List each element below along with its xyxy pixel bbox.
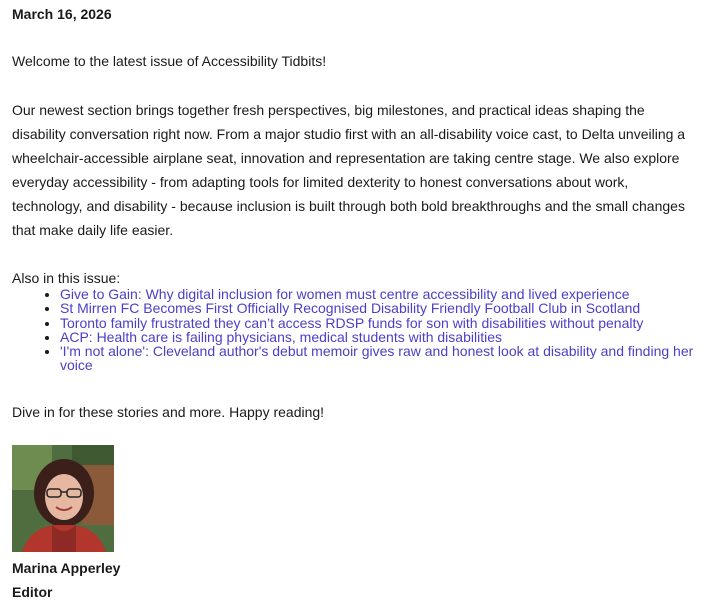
intro-paragraph: Our newest section brings together fresh perspectives, big milestones, and practical ideas shaping the disability conversation right now. From a major studio first with an all-disability voice cast, to Delta unveiling a wheelchair-accessible airplane seat, innovation and representation are taking centre stage. We also explore everyday accessibility - from adapting tools for limited dexterity to honest conversations about work, technology, and disability - because inclusion is built through both bold breakthroughs and the small changes that make daily life easier. [12, 102, 686, 238]
article-link-list [12, 287, 702, 373]
article-link[interactable]: Toronto family frustrated they can’t access RDSP funds for son with disabilities without penalty [60, 314, 644, 331]
editor-role: Editor [12, 584, 53, 600]
outro-text: Dive in for these stories and more. Happy reading! [12, 404, 325, 420]
welcome-text: Welcome to the latest issue of Accessibility Tidbits! [12, 53, 327, 69]
list-item [60, 316, 702, 330]
article-link[interactable]: Give to Gain: Why digital inclusion for women must centre accessibility and lived experience [60, 286, 630, 302]
list-item [60, 301, 702, 315]
editor-name: Marina Apperley [12, 560, 121, 576]
article-link[interactable]: St Mirren FC Becomes First Officially Recognised Disability Friendly Football Club in Scotland [60, 300, 641, 317]
list-item [60, 287, 702, 301]
editor-photo [12, 445, 114, 552]
list-item [60, 344, 702, 373]
list-item [60, 330, 702, 344]
article-link[interactable]: ACP: Health care is failing physicians, medical students with disabilities [60, 328, 502, 345]
also-in-issue-heading: Also in this issue: [12, 270, 121, 286]
article-link[interactable]: 'I'm not alone': Cleveland author's debut memoir gives raw and honest look at disability and finding her voice [60, 343, 694, 374]
issue-date: March 16, 2026 [12, 6, 112, 22]
